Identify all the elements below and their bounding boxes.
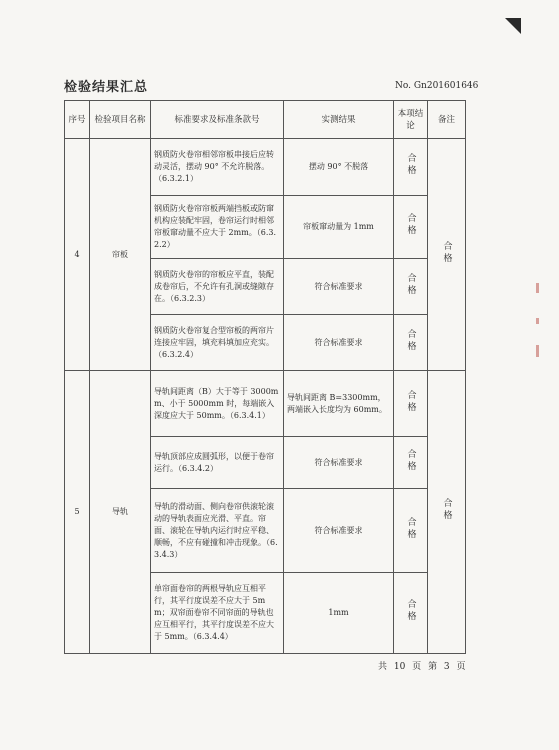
table-header-row (65, 101, 466, 139)
header-remarks: 备注 (428, 101, 466, 139)
header-requirement: 标准要求及标准条款号 (151, 101, 284, 139)
result-cell: 符合标准要求 (284, 259, 394, 315)
requirement-cell: 钢质防火卷帘复合型帘板的两帘片连接应牢固，填充料填加应充实。（6.3.2.4） (151, 315, 284, 371)
header-conclusion: 本项结论 (394, 101, 428, 139)
requirement-cell: 导轨的滑动面、侧向卷帘供滚轮滚动的导轨表面应光滑、平直。帘面、滚轮在导轨内运行时应平稳、顺畅，不应有碰撞和冲击现象。（6.3.4.3） (151, 489, 284, 573)
result-cell: 符合标准要求 (284, 437, 394, 489)
results-table (64, 100, 466, 654)
header-result: 实测结果 (284, 101, 394, 139)
result-cell: 摆动 90° 不脱落 (284, 139, 394, 196)
page-number: 第 3 页 (428, 662, 466, 672)
requirement-cell: 钢质防火卷帘的帘板应平直，装配成卷帘后，不允许有孔洞或缝隙存在。（6.3.2.3） (151, 259, 284, 315)
page-footer (378, 659, 466, 672)
conclusion-cell: 合格 (394, 196, 428, 259)
table-row (65, 139, 466, 196)
conclusion-cell: 合格 (394, 489, 428, 573)
conclusion-cell: 合格 (394, 371, 428, 437)
edge-stamp-mark (536, 318, 539, 324)
requirement-cell: 导轨顶部应成圆弧形，以便于卷帘运行。（6.3.4.2） (151, 437, 284, 489)
result-cell: 帘板窜动量为 1mm (284, 196, 394, 259)
group-conclusion: 合格 (428, 371, 466, 654)
result-cell: 符合标准要求 (284, 315, 394, 371)
conclusion-cell: 合格 (394, 437, 428, 489)
result-cell: 符合标准要求 (284, 489, 394, 573)
conclusion-cell: 合格 (394, 315, 428, 371)
conclusion-cell: 合格 (394, 139, 428, 196)
group-item-name: 帘板 (90, 139, 151, 371)
table-row (65, 371, 466, 437)
edge-stamp-mark (536, 345, 539, 357)
conclusion-cell: 合格 (394, 573, 428, 654)
requirement-cell: 单帘面卷帘的两根导轨应互相平行，其平行度误差不应大于 5mm；双帘面卷帘不同帘面的导轨也应互相平行，其平行度误差不应大于 5mm。（6.3.4.4） (151, 573, 284, 654)
header-item: 检验项目名称 (90, 101, 151, 139)
corner-registration-mark (505, 18, 521, 34)
group-item-name: 导轨 (90, 371, 151, 654)
requirement-cell: 导轨间距离（B）大于等于 3000mm、小于 5000mm 时，每端嵌入深度应大于 50mm。（6.3.4.1） (151, 371, 284, 437)
total-pages: 共 10 页 (378, 662, 422, 672)
edge-stamp-mark (536, 283, 539, 293)
group-conclusion: 合格 (428, 139, 466, 371)
report-number: No. Gn201601646 (395, 81, 479, 91)
requirement-cell: 钢质防火卷帘相邻帘板串接后应转动灵活，摆动 90° 不允许脱落。（6.3.2.1） (151, 139, 284, 196)
group-seq: 4 (65, 139, 90, 371)
header-seq: 序号 (65, 101, 90, 139)
result-cell: 1mm (284, 573, 394, 654)
conclusion-cell: 合格 (394, 259, 428, 315)
group-seq: 5 (65, 371, 90, 654)
requirement-cell: 钢质防火卷帘帘板两端挡板或防窜机构应装配牢固，卷帘运行时相邻帘板窜动量不应大于 2mm。（6.3.2.2） (151, 196, 284, 259)
page-title: 检验结果汇总 (64, 80, 149, 95)
result-cell: 导轨间距离 B=3300mm，两端嵌入长度均为 60mm。 (284, 371, 394, 437)
